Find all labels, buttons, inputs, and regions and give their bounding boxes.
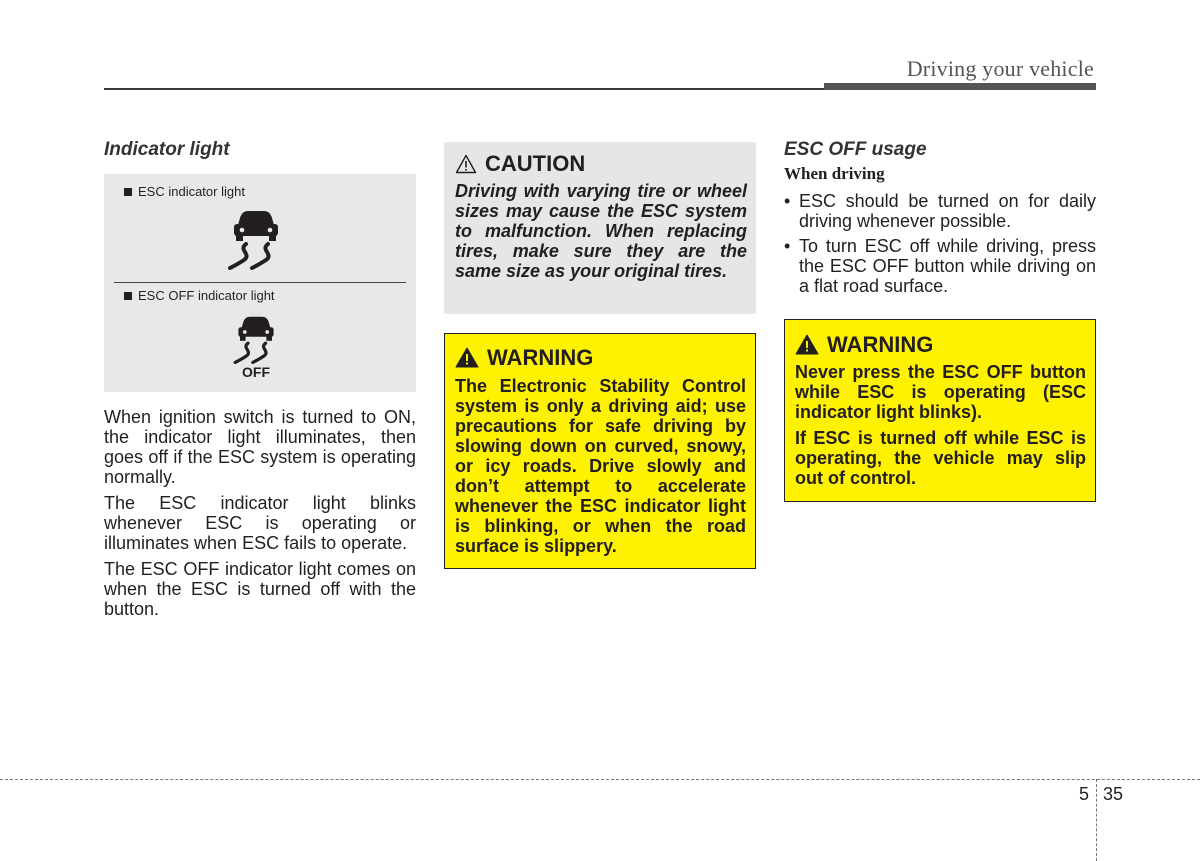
header-rule-accent <box>824 83 1096 90</box>
header-rule <box>104 88 824 90</box>
warning-title: WARNING <box>455 345 593 371</box>
paragraph: The ESC OFF indicator light comes on when the ESC is turned off with the button. <box>104 559 416 619</box>
paragraph: The ESC indicator light blinks whenever ESC is operating or illuminates when ESC fails to operate. <box>104 493 416 553</box>
paragraph: If ESC is turned off while ESC is operating, the vehicle may slip out of control. <box>795 428 1086 488</box>
esc-indicator-icon <box>226 208 286 272</box>
esc-off-indicator-icon <box>232 314 280 366</box>
list-item: • ESC should be turned on for daily driving whenever possible. <box>784 191 1096 231</box>
square-bullet-icon <box>124 188 132 196</box>
caution-title: CAUTION <box>455 151 585 177</box>
indicator-light-heading: Indicator light <box>104 139 230 160</box>
indicator-description <box>104 407 416 625</box>
indicator-divider <box>114 282 406 283</box>
footer-divider <box>1096 779 1097 861</box>
warning-box <box>784 319 1096 502</box>
paragraph: When ignition switch is turned to ON, the indicator light illuminates, then goes off if the ESC system is operating normally. <box>104 407 416 487</box>
off-label: OFF <box>242 364 270 380</box>
square-bullet-icon <box>124 292 132 300</box>
warning-triangle-icon <box>455 347 479 368</box>
warning-text <box>795 362 1086 494</box>
caution-text: Driving with varying tire or wheel sizes may cause the ESC system to malfunction. When replacing tires, make sure they are the same size as your original tires. <box>455 181 747 281</box>
running-header-title: Driving your vehicle <box>906 56 1094 81</box>
warning-text: The Electronic Stability Control system is only a driving aid; use precautions for safe driving by slowing down on curved, snowy, or icy roads. Drive slowly and don’t attempt to accelerate whenever the ESC indicator light is blinking, or when the road surface is slippery. <box>455 376 746 556</box>
page-number: 35 <box>1103 784 1124 804</box>
esc-off-indicator-caption: ESC OFF indicator light <box>124 288 275 303</box>
esc-off-bullets <box>784 191 1096 301</box>
caution-box <box>444 142 756 314</box>
warning-box <box>444 333 756 569</box>
indicator-figure <box>104 174 416 392</box>
footer-rule <box>0 779 1200 780</box>
esc-off-usage-heading: ESC OFF usage <box>784 139 927 160</box>
esc-indicator-caption: ESC indicator light <box>124 184 245 199</box>
list-item: • To turn ESC off while driving, press the ESC OFF button while driving on a flat road surface. <box>784 236 1096 296</box>
caution-triangle-icon <box>455 154 477 174</box>
warning-title: WARNING <box>795 332 933 358</box>
chapter-number: 5 <box>1079 784 1090 804</box>
paragraph: Never press the ESC OFF button while ESC is operating (ESC indicator light blinks). <box>795 362 1086 422</box>
when-driving-subheading: When driving <box>784 164 885 183</box>
warning-triangle-icon <box>795 334 819 355</box>
